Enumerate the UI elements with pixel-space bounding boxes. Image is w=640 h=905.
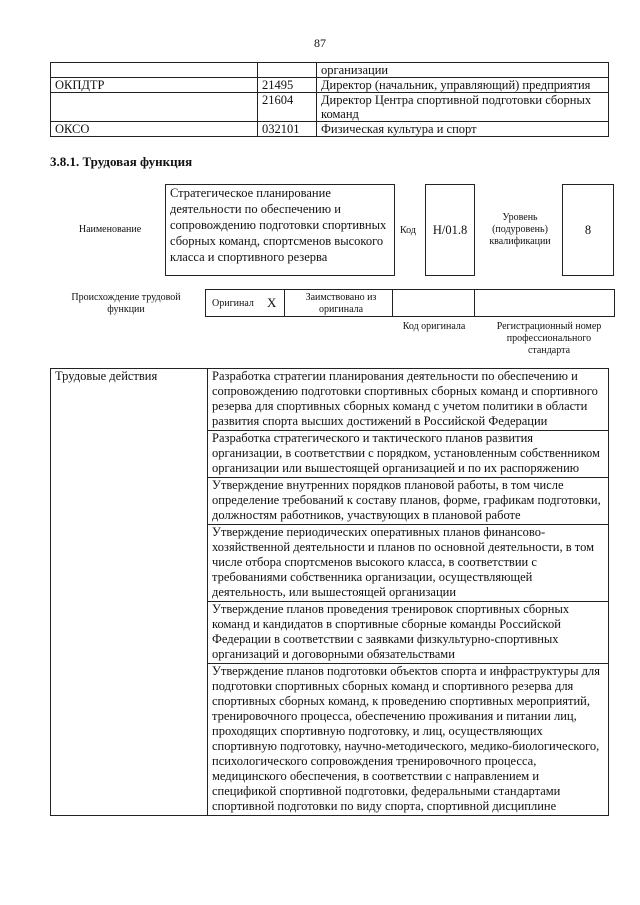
- table-cell: [51, 63, 258, 78]
- table-cell: Директор (начальник, управляющий) предприятия: [317, 78, 609, 93]
- name-label: Наименование: [78, 224, 142, 235]
- level-box: 8: [562, 184, 614, 276]
- level-label: Уровень (подуровень) квалификации: [489, 212, 551, 247]
- table-cell: 21495: [258, 78, 317, 93]
- origin-label: Происхождение трудовой функции: [71, 292, 181, 315]
- table-cell: Директор Центра спортивной подготовки сборных команд: [317, 93, 609, 122]
- original-label: Оригинал: [212, 298, 254, 309]
- labor-action-item: Утверждение периодических оперативных планов финансово-хозяйственной деятельности и планов по основной деятельности, в том числе отбора спортсменов высокого класса, в соответствии с требованиями собственника организации, осуществляющей деятельность, или вышестоящей организации: [208, 525, 609, 602]
- labor-actions-label: Трудовые действия: [51, 369, 208, 816]
- code-original-caption: Код оригинала: [402, 321, 466, 332]
- table-row: [51, 369, 609, 431]
- divider: [392, 290, 393, 316]
- classification-table: [50, 62, 609, 137]
- labor-actions-table: [50, 368, 609, 816]
- table-row: [51, 63, 609, 78]
- table-row: [51, 122, 609, 137]
- table-cell: [258, 63, 317, 78]
- table-cell: 21604: [258, 93, 317, 122]
- code-box: Н/01.8: [425, 184, 475, 276]
- reg-number-caption: Регистрационный номер профессионального стандарта: [496, 321, 602, 356]
- page-number: 87: [314, 36, 326, 50]
- section-title: 3.8.1. Трудовая функция: [50, 154, 193, 169]
- function-name-box: Стратегическое планирование деятельности по обеспечению и сопровождению подготовки спортивных сборных команд, спортсменов высокого класса и спортивного резерва: [165, 184, 395, 276]
- table-cell: Физическая культура и спорт: [317, 122, 609, 137]
- divider: [474, 290, 475, 316]
- divider: [284, 290, 285, 316]
- table-row: [51, 78, 609, 93]
- code-label: Код: [400, 225, 416, 236]
- table-cell: ОКСО: [51, 122, 258, 137]
- labor-action-item: Утверждение внутренних порядков плановой работы, в том числе определение требований к составу планов, форме, графикам подготовки, должностям работников, участвующих в плановой работе: [208, 478, 609, 525]
- labor-action-item: Разработка стратегии планирования деятельности по обеспечению и сопровождению подготовки спортивных сборных команд и спортивного резерва для спортивных сборных команд с учетом политики в области развития спорта высших достижений в Российской Федерации: [208, 369, 609, 431]
- table-cell: 032101: [258, 122, 317, 137]
- borrowed-label: Заимствовано из оригинала: [305, 292, 377, 315]
- original-mark: X: [267, 295, 277, 310]
- table-row: [51, 93, 609, 122]
- table-cell: ОКПДТР: [51, 78, 258, 93]
- labor-action-item: Утверждение планов подготовки объектов спорта и инфраструктуры для подготовки спортивных сборных команд и спортивного резерва для спортивных сборных команд, к проведению спортивных мероприятий, тренировочного процесса, обеспечению проживания и питании лиц, проходящих спортивную подготовку, и лиц, осуществляющих спортивную подготовку, научно-методического, медико-биологического, психологического сопровождения тренировочного процесса, медицинского обеспечения, в соответствии с направлением и спецификой спортивной подготовки, федеральными стандартами спортивной подготовки по виду спорта, спортивной дисциплине: [208, 664, 609, 816]
- labor-action-item: Утверждение планов проведения тренировок спортивных сборных команд и кандидатов в спортивные сборные команды Российской Федерации в соответствии с заявками физкультурно-спортивных организаций и договорными обязательствами: [208, 602, 609, 664]
- table-cell: [51, 93, 258, 122]
- table-cell: организации: [317, 63, 609, 78]
- labor-action-item: Разработка стратегического и тактического планов развития организации, в соответствии с порядком, установленным собственником организации или вышестоящей организацией и по их распоряжению: [208, 431, 609, 478]
